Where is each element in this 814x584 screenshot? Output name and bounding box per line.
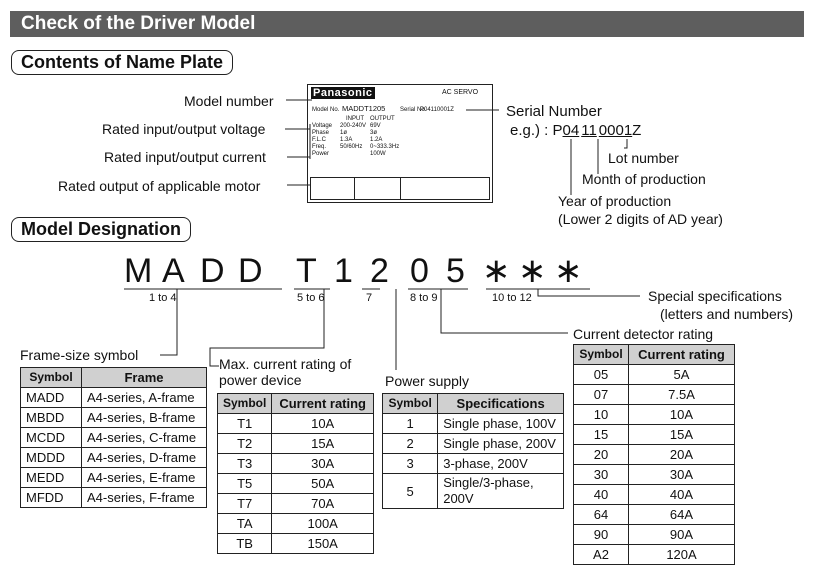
max-current-header-rating: Current rating: [272, 394, 374, 414]
table-row: [574, 465, 735, 485]
frame-symbol: MDDD: [21, 448, 82, 468]
table-row: [574, 425, 735, 445]
max-current-symbol: T3: [218, 454, 272, 474]
table-row: [383, 474, 564, 509]
serial-month-digits: 11: [581, 122, 597, 139]
plate-model-no-label: Model No.: [312, 107, 340, 113]
plate-type: AC SERVO: [442, 89, 479, 96]
code-char-12: ∗: [554, 252, 583, 290]
plate-serial-no: P04110001Z: [420, 107, 454, 113]
plate-row-flc-input: 1.3A: [340, 137, 353, 143]
range-10-to-12: 10 to 12: [492, 292, 532, 304]
power-supply-table: [382, 393, 564, 509]
plate-output-header: OUTPUT: [370, 116, 395, 122]
max-current-value: 70A: [272, 494, 374, 514]
frame-size-label: Frame-size symbol: [20, 347, 139, 363]
detector-value: 120A: [629, 545, 735, 565]
table-row: [21, 448, 207, 468]
range-8-to-9: 8 to 9: [410, 292, 438, 304]
detector-value: 10A: [629, 405, 735, 425]
serial-lot-digits: 0001: [598, 122, 633, 139]
page-banner-title: Check of the Driver Model: [10, 11, 804, 37]
frame-name: A4-series, D-frame: [82, 448, 207, 468]
table-row: [21, 388, 207, 408]
detector-symbol: 15: [574, 425, 629, 445]
table-row: [574, 485, 735, 505]
plate-row-flc-name: F.L.C: [312, 137, 327, 143]
code-char-4: D: [238, 252, 263, 290]
power-header-symbol: Symbol: [383, 394, 438, 414]
table-row: [218, 454, 374, 474]
power-symbol: 1: [383, 414, 438, 434]
serial-year-digits: 04: [562, 122, 580, 139]
frame-symbol: MEDD: [21, 468, 82, 488]
detector-symbol: 10: [574, 405, 629, 425]
detector-value: 64A: [629, 505, 735, 525]
table-row: [21, 468, 207, 488]
detector-value: 7.5A: [629, 385, 735, 405]
code-char-11: ∗: [518, 252, 547, 290]
plate-row-phase-name: Phase: [312, 130, 330, 136]
table-row: [218, 414, 374, 434]
frame-name: A4-series, C-frame: [82, 428, 207, 448]
table-row: [574, 505, 735, 525]
max-current-symbol: TB: [218, 534, 272, 554]
range-5-to-6: 5 to 6: [297, 292, 325, 304]
serial-number-title: Serial Number: [506, 103, 602, 120]
detector-value: 15A: [629, 425, 735, 445]
range-1-to-4: 1 to 4: [149, 292, 177, 304]
leader-special-spec: [538, 289, 640, 296]
frame-symbol: MCDD: [21, 428, 82, 448]
frame-symbol: MFDD: [21, 488, 82, 508]
plate-row-freq-output: 0~333.3Hz: [370, 144, 400, 150]
rated-voltage-label: Rated input/output voltage: [102, 121, 266, 137]
power-spec: 3-phase, 200V: [438, 454, 564, 474]
table-row: [574, 385, 735, 405]
detector-header-symbol: Symbol: [574, 345, 629, 365]
serial-example-prefix: e.g.) : P: [510, 122, 563, 139]
frame-symbol: MBDD: [21, 408, 82, 428]
detector-value: 90A: [629, 525, 735, 545]
power-spec: Single phase, 100V: [438, 414, 564, 434]
table-row: [21, 428, 207, 448]
code-char-1: M: [124, 252, 153, 290]
power-symbol: 2: [383, 434, 438, 454]
frame-header-frame: Frame: [82, 368, 207, 388]
table-row: [218, 534, 374, 554]
max-current-symbol: T1: [218, 414, 272, 434]
current-detector-table: [573, 344, 735, 565]
power-spec: Single/3-phase, 200V: [438, 474, 564, 509]
detector-value: 5A: [629, 365, 735, 385]
table-row: [574, 405, 735, 425]
leader-frame-size: [160, 289, 177, 355]
max-current-value: 100A: [272, 514, 374, 534]
rated-output-label: Rated output of applicable motor: [58, 178, 261, 194]
table-row: [218, 474, 374, 494]
max-current-label-line2: power device: [219, 372, 302, 388]
max-current-value: 30A: [272, 454, 374, 474]
special-spec-line1: Special specifications: [648, 288, 782, 304]
plate-model-no: MADDT1205: [342, 104, 386, 113]
table-row: [383, 434, 564, 454]
detector-value: 30A: [629, 465, 735, 485]
frame-name: A4-series, B-frame: [82, 408, 207, 428]
detector-value: 20A: [629, 445, 735, 465]
code-char-7: 2: [370, 252, 389, 290]
range-7: 7: [366, 292, 373, 304]
frame-symbol: MADD: [21, 388, 82, 408]
model-number-label: Model number: [184, 93, 274, 109]
plate-row-phase-input: 1ø: [340, 130, 348, 136]
code-char-8: 0: [410, 252, 429, 290]
max-current-value: 10A: [272, 414, 374, 434]
max-current-label-line1: Max. current rating of: [219, 356, 352, 372]
plate-row-phase-output: 3ø: [370, 130, 378, 136]
month-production-label: Month of production: [582, 171, 706, 187]
detector-symbol: 07: [574, 385, 629, 405]
special-spec-line2: (letters and numbers): [660, 306, 794, 322]
table-row: [218, 434, 374, 454]
leader-max-current: [210, 289, 324, 366]
table-row: [218, 494, 374, 514]
table-row: [218, 514, 374, 534]
plate-row-freq-name: Freq.: [312, 144, 327, 150]
table-row: [21, 408, 207, 428]
max-current-symbol: T2: [218, 434, 272, 454]
code-char-5: T: [296, 252, 317, 290]
detector-header-rating: Current rating: [629, 345, 735, 365]
code-char-9: 5: [446, 252, 465, 290]
detector-symbol: 40: [574, 485, 629, 505]
max-current-table: [217, 393, 374, 554]
plate-row-voltage-output: 69V: [370, 123, 381, 129]
max-current-symbol: T7: [218, 494, 272, 514]
year-production-label: Year of production: [558, 193, 672, 209]
model-designation-section-title: Model Designation: [11, 217, 191, 242]
brand-logo: Panasonic: [313, 87, 373, 99]
current-detector-label: Current detector rating: [573, 326, 714, 342]
detector-symbol: 64: [574, 505, 629, 525]
year-production-note: (Lower 2 digits of AD year): [558, 211, 723, 227]
power-symbol: 5: [383, 474, 438, 509]
max-current-value: 15A: [272, 434, 374, 454]
table-row: [574, 445, 735, 465]
detector-symbol: A2: [574, 545, 629, 565]
max-current-symbol: TA: [218, 514, 272, 534]
max-current-value: 50A: [272, 474, 374, 494]
plate-row-voltage-name: Voltage: [312, 123, 333, 129]
power-spec: Single phase, 200V: [438, 434, 564, 454]
name-plate-section-title: Contents of Name Plate: [11, 50, 233, 75]
table-row: [574, 545, 735, 565]
frame-name: A4-series, A-frame: [82, 388, 207, 408]
plate-row-flc-output: 1.2A: [370, 137, 383, 143]
table-row: [383, 414, 564, 434]
code-char-6: 1: [334, 252, 353, 290]
plate-serial-label: Serial No.: [400, 107, 427, 113]
leader-lot: [624, 139, 627, 148]
table-row: [21, 488, 207, 508]
frame-name: A4-series, F-frame: [82, 488, 207, 508]
power-symbol: 3: [383, 454, 438, 474]
detector-symbol: 90: [574, 525, 629, 545]
max-current-symbol: T5: [218, 474, 272, 494]
plate-row-power-name: Power: [312, 151, 330, 157]
max-current-header-symbol: Symbol: [218, 394, 272, 414]
code-char-2: A: [162, 252, 185, 290]
power-supply-label: Power supply: [385, 373, 470, 389]
plate-row-freq-input: 50/60Hz: [340, 144, 363, 150]
table-row: [383, 454, 564, 474]
detector-symbol: 20: [574, 445, 629, 465]
lot-number-label: Lot number: [608, 150, 679, 166]
frame-header-symbol: Symbol: [21, 368, 82, 388]
plate-row-power-output: 100W: [370, 151, 386, 157]
frame-name: A4-series, E-frame: [82, 468, 207, 488]
plate-row-voltage-input: 200-240V: [340, 123, 367, 129]
detector-value: 40A: [629, 485, 735, 505]
rated-current-label: Rated input/output current: [104, 149, 266, 165]
detector-symbol: 05: [574, 365, 629, 385]
code-char-10: ∗: [482, 252, 511, 290]
serial-suffix: Z: [632, 122, 642, 139]
table-row: [574, 365, 735, 385]
code-char-3: D: [200, 252, 225, 290]
frame-table: [20, 367, 207, 508]
detector-symbol: 30: [574, 465, 629, 485]
power-header-spec: Specifications: [438, 394, 564, 414]
table-row: [574, 525, 735, 545]
plate-input-header: INPUT: [346, 116, 364, 122]
max-current-value: 150A: [272, 534, 374, 554]
